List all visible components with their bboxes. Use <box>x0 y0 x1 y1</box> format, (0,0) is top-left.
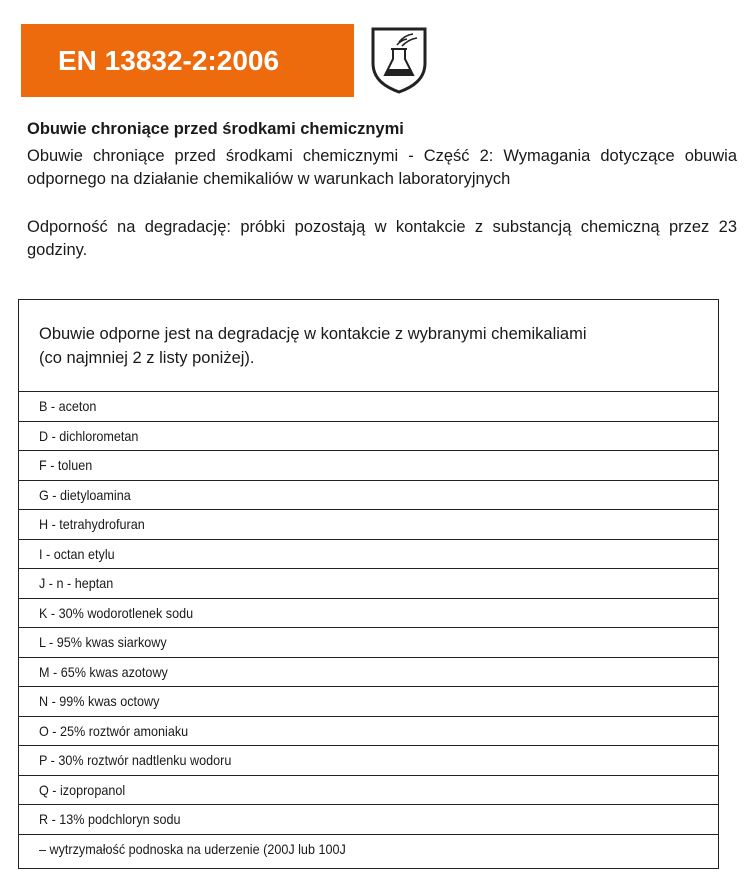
table-header-line-1: Obuwie odporne jest na degradację w kontakcie z wybranymi chemikaliami <box>39 325 587 343</box>
table-row: M - 65% kwas azotowy <box>19 658 718 688</box>
table-row: K - 30% wodorotlenek sodu <box>19 599 718 629</box>
standard-badge <box>21 24 354 97</box>
table-row: J - n - heptan <box>19 569 718 599</box>
standard-code: EN 13832-2:2006 <box>58 44 280 76</box>
table-row: – wytrzymałość podnoska na uderzenie (200J lub 100J <box>39 840 346 857</box>
degradation-paragraph: Odporność na degradację: próbki pozostają w kontakcie z substancją chemiczną przez 23 godziny. <box>27 218 737 259</box>
table-row: D - dichlorometan <box>19 422 718 452</box>
table-row: B - aceton <box>19 392 718 422</box>
table-row: G - dietyloamina <box>19 481 718 511</box>
table-row: Q - izopropanol <box>19 776 718 806</box>
table-row: I - octan etylu <box>19 540 718 570</box>
table-row: L - 95% kwas siarkowy <box>19 628 718 658</box>
section-title: Obuwie chroniące przed środkami chemicznymi <box>27 120 404 138</box>
table-row: N - 99% kwas octowy <box>19 687 718 717</box>
description-paragraph: Obuwie chroniące przed środkami chemicznymi - Część 2: Wymagania dotyczące obuwia odpornego na działanie chemikaliów w warunkach laboratoryjnych <box>27 147 737 188</box>
table-row: F - toluen <box>19 451 718 481</box>
table-row: H - tetrahydrofuran <box>19 510 718 540</box>
table-header-line-2: (co najmniej 2 z listy poniżej). <box>39 349 255 367</box>
table-row: O - 25% roztwór amoniaku <box>19 717 718 747</box>
chemical-protection-shield-icon <box>367 25 431 95</box>
chemicals-table <box>18 299 719 869</box>
table-row: P - 30% roztwór nadtlenku wodoru <box>19 746 718 776</box>
table-row: R - 13% podchloryn sodu <box>19 805 718 835</box>
table-header <box>19 300 718 392</box>
